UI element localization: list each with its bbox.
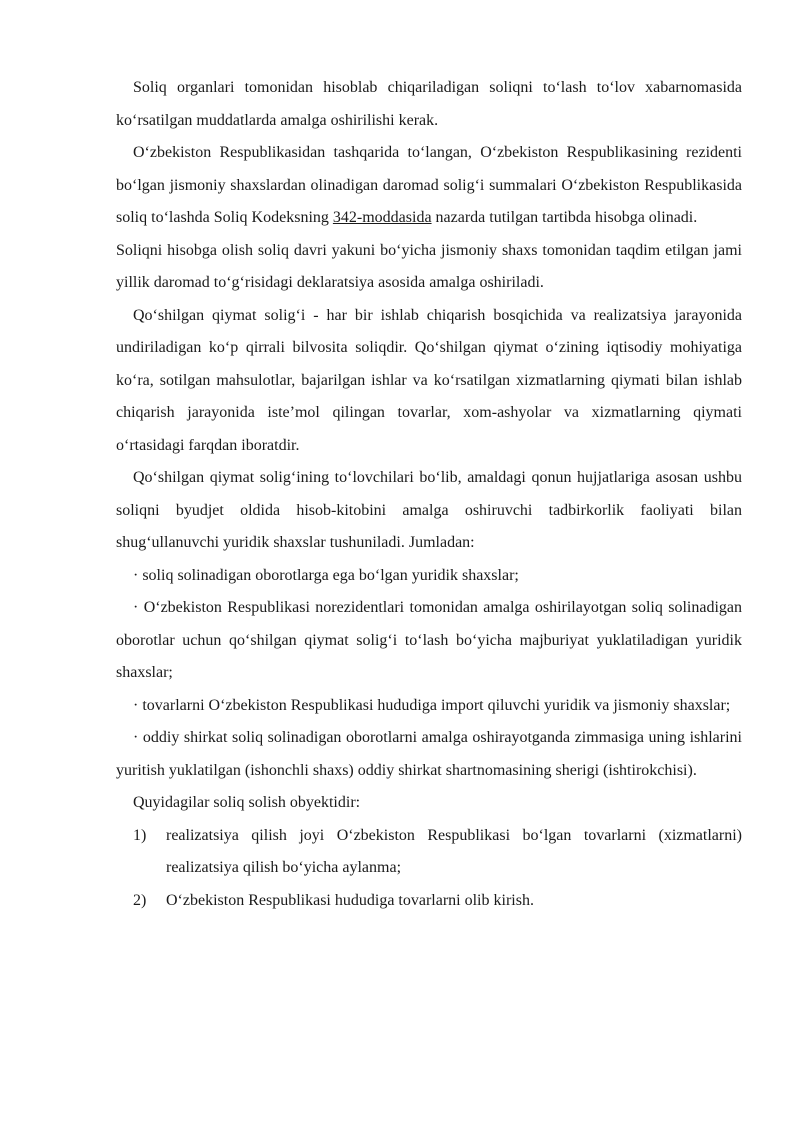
paragraph-payment-deadline: Soliq organlari tomonidan hisoblab chiqariladigan soliqni to‘lash to‘lov xabarnomasida ko‘rsatilgan muddatlarda amalga oshirilishi kerak. — [116, 79, 742, 129]
item-text: O‘zbekiston Respublikasi hududiga tovarlarni olib kirish. — [166, 891, 534, 909]
numbered-item — [116, 820, 742, 885]
list-item: · soliq solinadigan oborotlarga ega bo‘lgan yuridik shaxslar; — [133, 566, 519, 584]
list-item: · oddiy shirkat soliq solinadigan oborotlarni amalga oshirayotganda zimmasiga uning ishlarini yuritish yuklatilgan (ishonchli shaxs) oddiy shirkat shartnomasining sherigi (ishtirokchisi). — [116, 729, 742, 779]
paragraph-text: nazarda tutilgan tartibda hisobga olinadi. — [431, 209, 698, 226]
numbered-item — [116, 885, 742, 918]
item-number: 2) — [133, 891, 147, 909]
paragraph-vat-payers: Qo‘shilgan qiymat solig‘ining to‘lovchilari bo‘lib, amaldagi qonun hujjatlariga asosan ushbu soliqni byudjet oldida hisob-kitobini amalga oshiruvchi tadbirkorlik faoliyati bilan shug‘ullanuvchi yuridik shaxslar tushuniladi. Jumladan: — [116, 469, 742, 551]
paragraph-taxation-objects: Quyidagilar soliq solish obyektidir: — [133, 794, 361, 811]
paragraph-vat-definition: Qo‘shilgan qiymat solig‘i - har bir ishlab chiqarish bosqichida va realizatsiya jarayonida undiriladigan ko‘p qirrali bilvosita soliqdir. Qo‘shilgan qiymat o‘zining iqtisodiy mohiyatiga ko‘ra, sotilgan mahsulotlar, bajarilgan ishlar va ko‘rsatilgan xizmatlarning qiymati bilan ishlab chiqarish jarayonida iste’mol qilingan tovarlar, xom-ashyolar va xizmatlarning qiymati o‘rtasidagi farqdan iboratdir. — [116, 306, 742, 454]
list-item: · tovarlarni O‘zbekiston Respublikasi hududiga import qiluvchi yuridik va jismoniy shaxslar; — [133, 696, 731, 714]
item-number: 1) — [133, 826, 147, 844]
paragraph-text: O‘zbekiston Respublikasidan tashqarida to‘langan, O‘zbekiston Respublikasining rezidenti bo‘lgan jismoniy shaxslardan olinadigan daromad solig‘i summalari O‘zbekiston Respublikasida soliq to‘lashda Soliq Kodeksning — [116, 144, 742, 226]
paragraph-tax-credit-basis: Soliqni hisobga olish soliq davri yakuni bo‘yicha jismoniy shaxs tomonidan taqdim etilgan jami yillik daromad to‘g‘risidagi deklaratsiya asosida amalga oshiriladi. — [116, 241, 742, 291]
item-text: realizatsiya qilish joyi O‘zbekiston Respublikasi bo‘lgan tovarlarni (xizmatlarni) realizatsiya qilish bo‘yicha aylanma; — [166, 826, 742, 876]
article-342-link[interactable]: 342-moddasida — [332, 209, 432, 226]
paragraph-foreign-tax-credit — [116, 137, 742, 235]
document-body — [116, 72, 742, 917]
list-item: · O‘zbekiston Respublikasi norezidentlari tomonidan amalga oshirilayotgan soliq solinadigan oborotlar uchun qo‘shilgan qiymat solig‘i to‘lash bo‘yicha majburiyat yuklatiladigan yuridik shaxslar; — [116, 599, 742, 681]
